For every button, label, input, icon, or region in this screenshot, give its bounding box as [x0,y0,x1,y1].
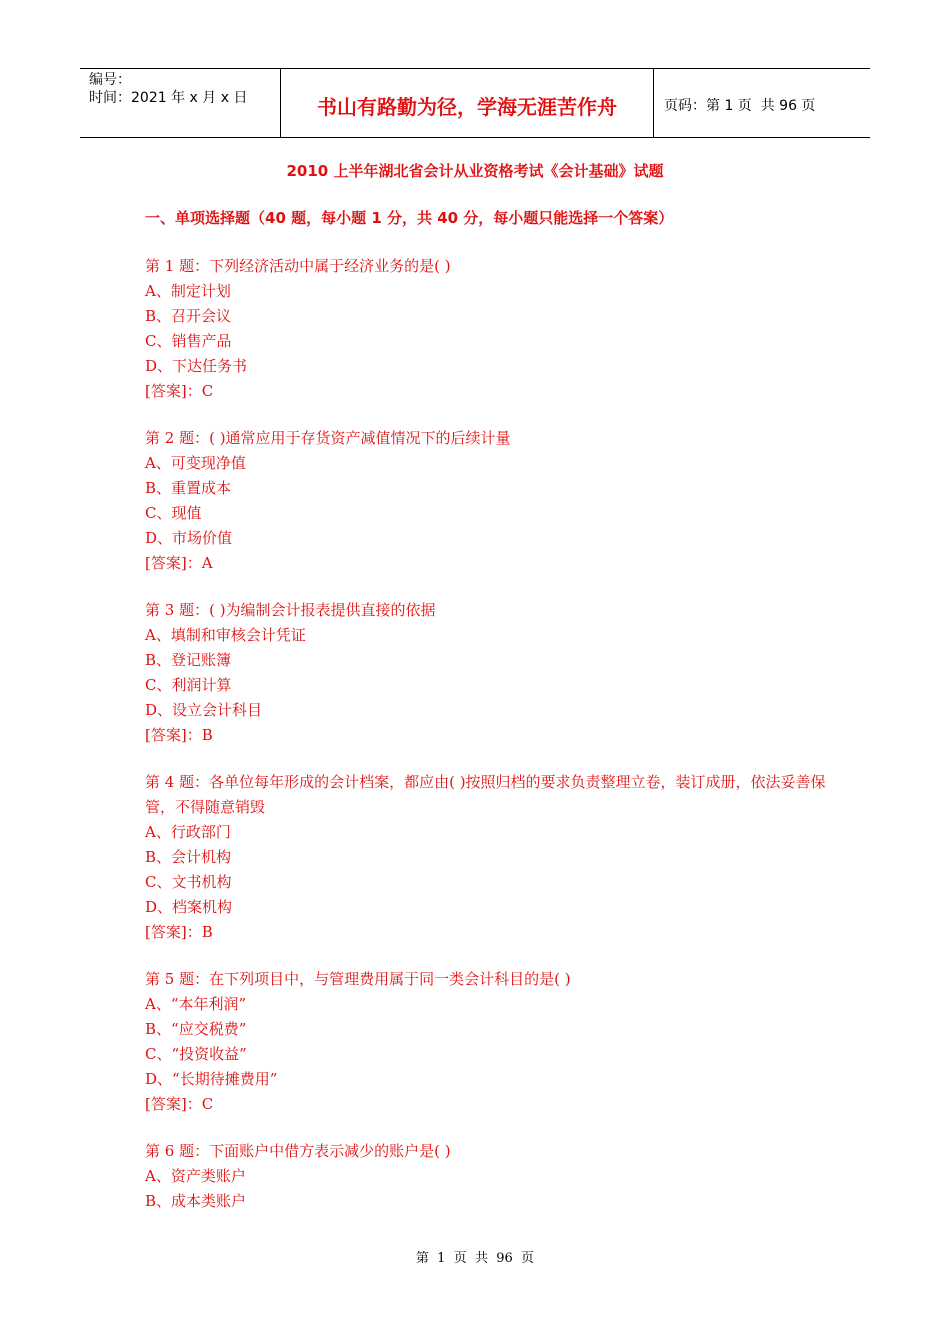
question-stem: 第 3 题：( )为编制会计报表提供直接的依据 [145,601,436,619]
question-list [145,254,835,1236]
question-answer: [答案]：B [145,923,213,941]
motto: 书山有路勤为径，学海无涯苦作舟 [317,94,617,119]
question-option: A、制定计划 [145,282,231,300]
question-option: A、“本年利润” [145,995,247,1013]
question-answer: [答案]：B [145,726,213,744]
question-option: D、下达任务书 [145,357,248,375]
question-block [145,426,835,576]
question-block [145,770,835,945]
question-block [145,967,835,1117]
question-option: B、重置成本 [145,479,232,497]
header-table [80,68,870,138]
question-option: A、填制和审核会计凭证 [145,626,306,644]
time-label: 时间：2021 年 x 月 x 日 [89,90,248,106]
page-label: 页码：第 1 页 共 96 页 [664,98,816,114]
question-option: A、资产类账户 [145,1167,246,1185]
question-option: B、登记账簿 [145,651,232,669]
page-footer: 第 1 页 共 96 页 [415,1251,535,1266]
question-block [145,598,835,748]
question-answer: [答案]：A [145,554,213,572]
question-option: B、成本类账户 [145,1192,247,1210]
question-stem: 第 6 题：下面账户中借方表示减少的账户是( ) [145,1142,451,1160]
question-option: C、销售产品 [145,332,232,350]
question-option: B、“应交税费” [145,1020,247,1038]
document-title: 2010 上半年湖北省会计从业资格考试《会计基础》试题 [286,162,664,180]
header-meta-cell [80,69,281,137]
question-answer: [答案]：C [145,382,214,400]
header-page-cell [654,69,870,137]
question-option: D、设立会计科目 [145,701,263,719]
question-option: A、可变现净值 [145,454,246,472]
question-answer: [答案]：C [145,1095,214,1113]
question-option: A、行政部门 [145,823,231,841]
number-label: 编号： [89,72,131,88]
question-option: D、市场价值 [145,529,233,547]
question-option: C、利润计算 [145,676,232,694]
question-option: D、档案机构 [145,898,233,916]
section-title: 一、单项选择题（40 题，每小题 1 分，共 40 分，每小题只能选择一个答案） [145,209,674,227]
question-block [145,1139,835,1214]
question-stem: 第 2 题：( )通常应用于存货资产减值情况下的后续计量 [145,429,511,447]
question-stem: 第 1 题：下列经济活动中属于经济业务的是( ) [145,257,451,275]
question-option: C、现值 [145,504,202,522]
question-block [145,254,835,404]
question-option: C、“投资收益” [145,1045,247,1063]
question-stem: 第 5 题：在下列项目中，与管理费用属于同一类会计科目的是( ) [145,970,571,988]
question-stem: 第 4 题：各单位每年形成的会计档案，都应由( )按照归档的要求负责整理立卷，装订成册，依法妥善保管，不得随意销毁 [145,773,826,816]
header-motto-cell [281,69,654,137]
question-option: B、召开会议 [145,307,232,325]
question-option: D、“长期待摊费用” [145,1070,278,1088]
question-option: C、文书机构 [145,873,232,891]
question-option: B、会计机构 [145,848,232,866]
